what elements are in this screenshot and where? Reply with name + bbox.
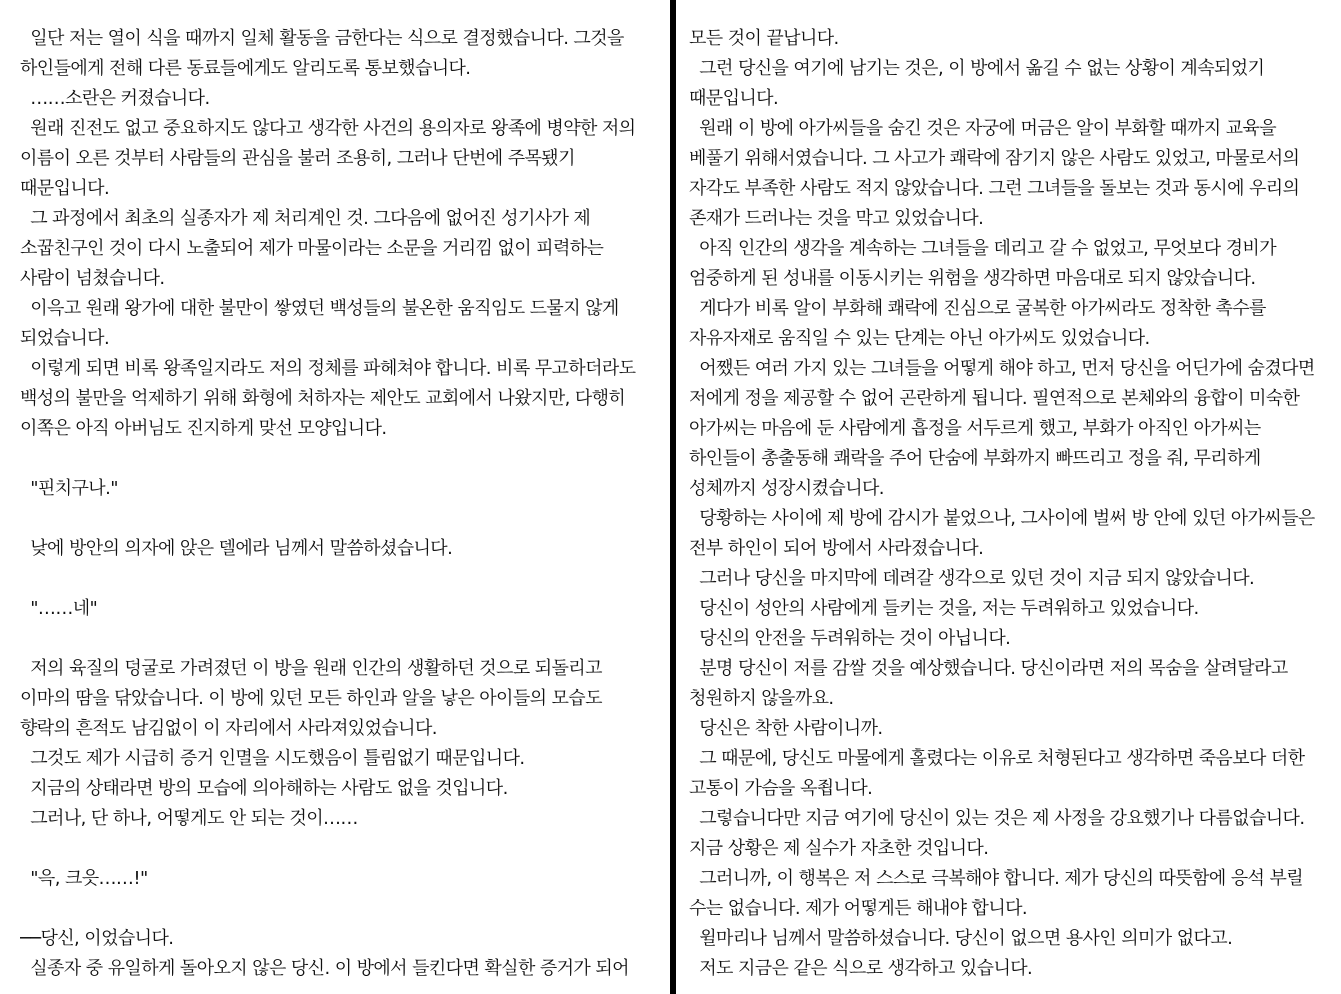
text-line: 아가씨는 마음에 둔 사람에게 흡정을 서두르게 했고, 부화가 아직인 아가씨는 <box>689 418 1261 439</box>
text-line: 모든 것이 끝납니다. <box>689 28 839 49</box>
text-line: 당신의 안전을 두려워하는 것이 아닙니다. <box>689 628 1011 649</box>
text-line: 하인들이 총출동해 쾌락을 주어 단숨에 부화까지 빠뜨리고 정을 줘, 무리하게 <box>689 448 1261 469</box>
text-line: 존재가 드러나는 것을 막고 있었습니다. <box>689 208 984 229</box>
text-line: 저도 지금은 같은 식으로 생각하고 있습니다. <box>689 958 1033 979</box>
text-line: 그렇습니다만 지금 여기에 당신이 있는 것은 제 사정을 강요했기나 다름없습니다. <box>689 808 1305 829</box>
text-line: 그러니까, 이 행복은 저 스스로 극복해야 합니다. 제가 당신의 따뜻함에 응석 부릴 <box>689 868 1304 889</box>
text-line: 사람이 넘쳤습니다. <box>20 268 165 289</box>
text-line: ……소란은 커졌습니다. <box>20 88 210 109</box>
text-line: "핀치구나." <box>20 478 118 499</box>
text-line: 청원하지 않을까요. <box>689 688 834 709</box>
text-line: 분명 당신이 저를 감쌀 것을 예상했습니다. 당신이라면 저의 목숨을 살려달라고 <box>689 658 1288 679</box>
text-line <box>20 504 664 534</box>
text-line: 자유자재로 움직일 수 있는 단계는 아닌 아가씨도 있었습니다. <box>689 328 1150 349</box>
text-line: 소꿉친구인 것이 다시 노출되어 제가 마물이라는 소문을 거리낌 없이 피력하는 <box>20 238 604 259</box>
text-line: 윌마리나 님께서 말씀하셨습니다. 당신이 없으면 용사인 의미가 없다고. <box>689 928 1233 949</box>
text-line: 엄중하게 된 성내를 이동시키는 위험을 생각하면 마음대로 되지 않았습니다. <box>689 268 1256 289</box>
text-line <box>20 564 664 594</box>
text-line: 당황하는 사이에 제 방에 감시가 붙었으나, 그사이에 벌써 방 안에 있던 아가씨들은 <box>689 508 1315 529</box>
text-line: 이름이 오른 것부터 사람들의 관심을 불러 조용히, 그러나 단번에 주목됐기 <box>20 148 575 169</box>
text-line: 일단 저는 열이 식을 때까지 일체 활동을 금한다는 식으로 결정했습니다. 그것을 <box>20 28 624 49</box>
text-line: 때문입니다. <box>689 88 779 109</box>
text-line: 때문입니다. <box>20 178 110 199</box>
text-line: 백성의 불만을 억제하기 위해 화형에 처하자는 제안도 교회에서 나왔지만, 다행히 <box>20 388 626 409</box>
text-line: 향락의 흔적도 남김없이 이 자리에서 사라져있었습니다. <box>20 718 437 739</box>
text-line: 저에게 정을 제공할 수 없어 곤란하게 됩니다. 필연적으로 본체와의 융합이 미숙한 <box>689 388 1300 409</box>
text-line: 그러나 당신을 마지막에 데려갈 생각으로 있던 것이 지금 되지 않았습니다. <box>689 568 1255 589</box>
text-line: 이렇게 되면 비록 왕족일지라도 저의 정체를 파헤쳐야 합니다. 비록 무고하더라도 <box>20 358 636 379</box>
text-line: 이쪽은 아직 아버님도 진지하게 맞선 모양입니다. <box>20 418 387 439</box>
text-line: 고통이 가슴을 옥죕니다. <box>689 778 873 799</box>
page-divider <box>670 0 676 994</box>
text-line: 아직 인간의 생각을 계속하는 그녀들을 데리고 갈 수 없었고, 무엇보다 경비가 <box>689 238 1277 259</box>
text-line: 당신은 착한 사람이니까. <box>689 718 883 739</box>
text-line: 자각도 부족한 사람도 적지 않았습니다. 그런 그녀들을 돌보는 것과 동시에 우리의 <box>689 178 1300 199</box>
text-line: 수는 없습니다. 제가 어떻게든 해내야 합니다. <box>689 898 1028 919</box>
text-line <box>20 444 664 474</box>
text-line: 그것도 제가 시급히 증거 인멸을 시도했음이 틀림없기 때문입니다. <box>20 748 525 769</box>
text-line: 하인들에게 전해 다른 동료들에게도 알리도록 통보했습니다. <box>20 58 471 79</box>
text-line: 되었습니다. <box>20 328 110 349</box>
right-page <box>677 0 1341 994</box>
text-line: 지금의 상태라면 방의 모습에 의아해하는 사람도 없을 것입니다. <box>20 778 508 799</box>
text-line: 원래 진전도 없고 중요하지도 않다고 생각한 사건의 용의자로 왕족에 병약한 저의 <box>20 118 636 139</box>
text-line: 어쨌든 여러 가지 있는 그녀들을 어떻게 해야 하고, 먼저 당신을 어딘가에 숨겼다면 <box>689 358 1315 379</box>
text-line: ──당신, 이었습니다. <box>20 928 174 949</box>
text-line: 게다가 비록 알이 부화해 쾌락에 진심으로 굴복한 아가씨라도 정착한 촉수를 <box>689 298 1266 319</box>
left-page <box>0 0 670 994</box>
text-line: 지금 상황은 제 실수가 자초한 것입니다. <box>689 838 989 859</box>
text-line: 그러나, 단 하나, 어떻게도 안 되는 것이…… <box>20 808 358 829</box>
text-line: 그 과정에서 최초의 실종자가 제 처리계인 것. 그다음에 없어진 성기사가 제 <box>20 208 591 229</box>
text-line: 이윽고 원래 왕가에 대한 불만이 쌓였던 백성들의 불온한 움직임도 드물지 않게 <box>20 298 619 319</box>
text-line <box>20 834 664 864</box>
text-line <box>20 624 664 654</box>
text-line: 실종자 중 유일하게 돌아오지 않은 당신. 이 방에서 들킨다면 확실한 증거가 되어 <box>20 958 629 979</box>
text-line: 저의 육질의 덩굴로 가려졌던 이 방을 원래 인간의 생활하던 것으로 되돌리고 <box>20 658 602 679</box>
text-line <box>20 894 664 924</box>
text-line: 원래 이 방에 아가씨들을 숨긴 것은 자궁에 머금은 알이 부화할 때까지 교육을 <box>689 118 1277 139</box>
text-line: 그런 당신을 여기에 남기는 것은, 이 방에서 옮길 수 없는 상황이 계속되었기 <box>689 58 1265 79</box>
text-line: "……네" <box>20 598 98 619</box>
text-line: 성체까지 성장시켰습니다. <box>689 478 884 499</box>
text-line: 낮에 방안의 의자에 앉은 델에라 님께서 말씀하셨습니다. <box>20 538 453 559</box>
text-line: 베풀기 위해서였습니다. 그 사고가 쾌락에 잠기지 않은 사람도 있었고, 마물로서의 <box>689 148 1300 169</box>
text-line: 그 때문에, 당신도 마물에게 홀렸다는 이유로 처형된다고 생각하면 죽음보다 더한 <box>689 748 1305 769</box>
text-line: 당신이 성안의 사람에게 들키는 것을, 저는 두려워하고 있었습니다. <box>689 598 1199 619</box>
text-line: "윽, 크읏……!" <box>20 868 148 889</box>
text-line: 이마의 땀을 닦았습니다. 이 방에 있던 모든 하인과 알을 낳은 아이들의 모습도 <box>20 688 602 709</box>
text-line: 전부 하인이 되어 방에서 사라졌습니다. <box>689 538 984 559</box>
